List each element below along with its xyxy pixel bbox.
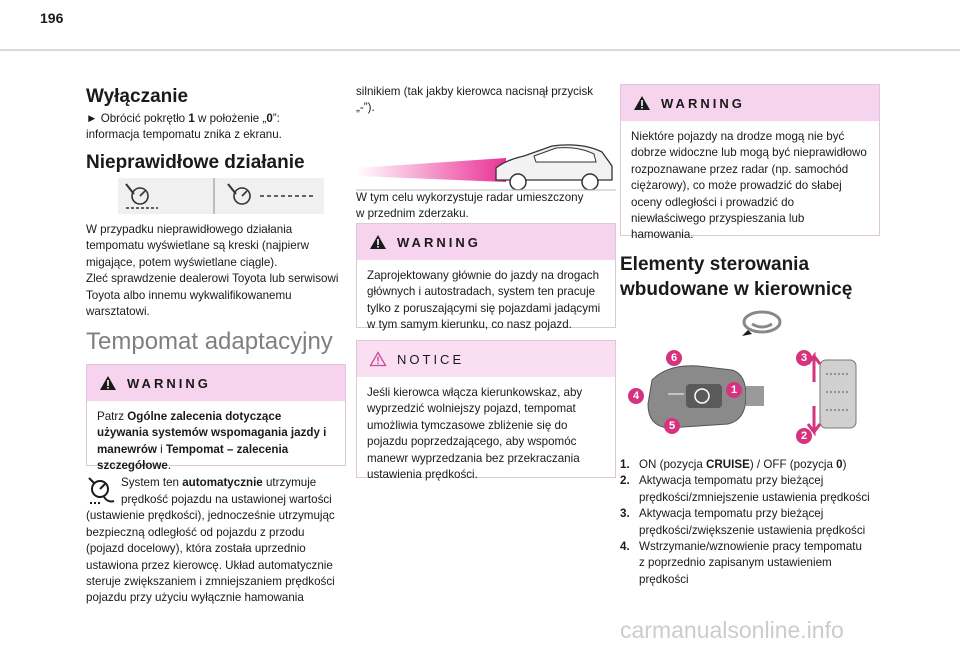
- warning-triangle-icon: [369, 234, 387, 250]
- steering-wheel-icon: [738, 308, 782, 342]
- fault-display-icon-2: [218, 178, 324, 214]
- warning-header: WARNING: [621, 85, 879, 121]
- callout-3: 3: [796, 350, 812, 366]
- callout-1: 1: [726, 382, 742, 398]
- warning-box-3: [620, 84, 880, 242]
- section-off-title: Wyłączanie: [86, 86, 189, 107]
- off-instruction: ► Obrócić pokrętło 1 w położenie „0”: informacja tempomatu znika z ekranu.: [86, 112, 282, 142]
- warning-triangle-icon: [633, 95, 651, 111]
- stalk-up-down-illustration: [802, 352, 862, 436]
- watermark: carmanualsonline.info: [620, 617, 844, 643]
- braking-continuation: silnikiem (tak jakby kierowca nacisnął przycisk „-”).: [356, 85, 594, 115]
- notice-header: NOTICE: [357, 341, 615, 377]
- list-item: 3. Aktywacja tempomatu przy bieżącej prędkości/zwiększenie ustawienia prędkości: [620, 507, 866, 537]
- warning-body: Patrz Ogólne zalecenia dotyczące używania systemów wspomagania jazdy i manewrów i Tempomat – zalecenia szczegółowe.: [97, 410, 327, 473]
- page-number: 196: [40, 10, 64, 26]
- controls-title: Elementy sterowania wbudowane w kierownicę: [620, 254, 853, 300]
- list-item: 4. Wstrzymanie/wznowienie pracy tempomatu z poprzednio zapisanym ustawieniem prędkości: [620, 540, 862, 586]
- warning-box-2: [356, 223, 616, 332]
- section-fault-title: Nieprawidłowe działanie: [86, 152, 305, 173]
- callout-6: 6: [666, 350, 682, 366]
- warning-header: WARNING: [357, 224, 615, 260]
- fault-text: W przypadku nieprawidłowego działania tempomatu wyświetlane są kreski (najpierw migające, potem wyświetlane ciągle). Zleć sprawdzenie dealerowi Toyota lub serwisowi Toyota albo innemu wykwalifikowanemu warsztatowi.: [86, 223, 339, 319]
- warning-body: Zaprojektowany głównie do jazdy na drogach głównych i autostradach, system ten pracuje tylko z poruszającymi się pojazdami jadącymi w tym samym kierunku, co nasz pojazd.: [367, 269, 601, 332]
- list-item: 2. Aktywacja tempomatu przy bieżącej prędkości/zmniejszenie ustawienia prędkości: [620, 474, 870, 504]
- callout-2: 2: [796, 428, 812, 444]
- radar-car-illustration: [356, 138, 616, 194]
- notice-triangle-icon: [369, 351, 387, 367]
- notice-body: Jeśli kierowca włącza kierunkowskaz, aby wyprzedzić wolniejszy pojazd, tempomat umożliwia tymczasowe zbliżenie się do pojazdu poprzedzającego, aby wspomóc manewr wyprzedzania bez przekraczania ustawienia prędkości.: [367, 386, 583, 482]
- list-item: 1. ON (pozycja CRUISE) / OFF (pozycja 0): [620, 458, 847, 471]
- callout-4: 4: [628, 388, 644, 404]
- system-intro: System ten automatycznie utrzymuje: [121, 476, 317, 489]
- warning-body: Niektóre pojazdy na drodze mogą nie być dobrze widoczne lub mogą być nieprawidłowo rozpoznawane przez radar (np. samochód ciężarowy), co może prowadzić do słabej oceny odległości i prowadzić do niewłaściwego przyspieszania lub hamowania.: [631, 130, 867, 242]
- header-rule: [0, 49, 960, 51]
- warning-box-1: [86, 364, 346, 473]
- fault-display-icon-1: [118, 178, 224, 214]
- warning-header: WARNING: [87, 365, 345, 401]
- callout-5: 5: [664, 418, 680, 434]
- cruise-stalk-illustration: [628, 350, 764, 440]
- notice-box: [356, 340, 616, 482]
- icon-divider: [213, 178, 215, 214]
- acc-title: Tempomat adaptacyjny: [86, 328, 333, 355]
- system-text: prędkość pojazdu na ustawionej wartości (ustawienie prędkości), jednocześnie utrzymując bezpieczną odległość od pojazdu z przodu (pojazd docelowy), która została uprzednio ustawiona przez kierowcę. Układ automatycznie steruje zwiększaniem i zmniejszaniem prędkości pojazdu przy użyciu wyłącznie hamowania: [86, 493, 335, 605]
- warning-triangle-icon: [99, 375, 117, 391]
- radar-text: W tym celu wykorzystuje radar umieszczony w przednim zderzaku.: [356, 191, 584, 221]
- controls-list: [620, 457, 882, 588]
